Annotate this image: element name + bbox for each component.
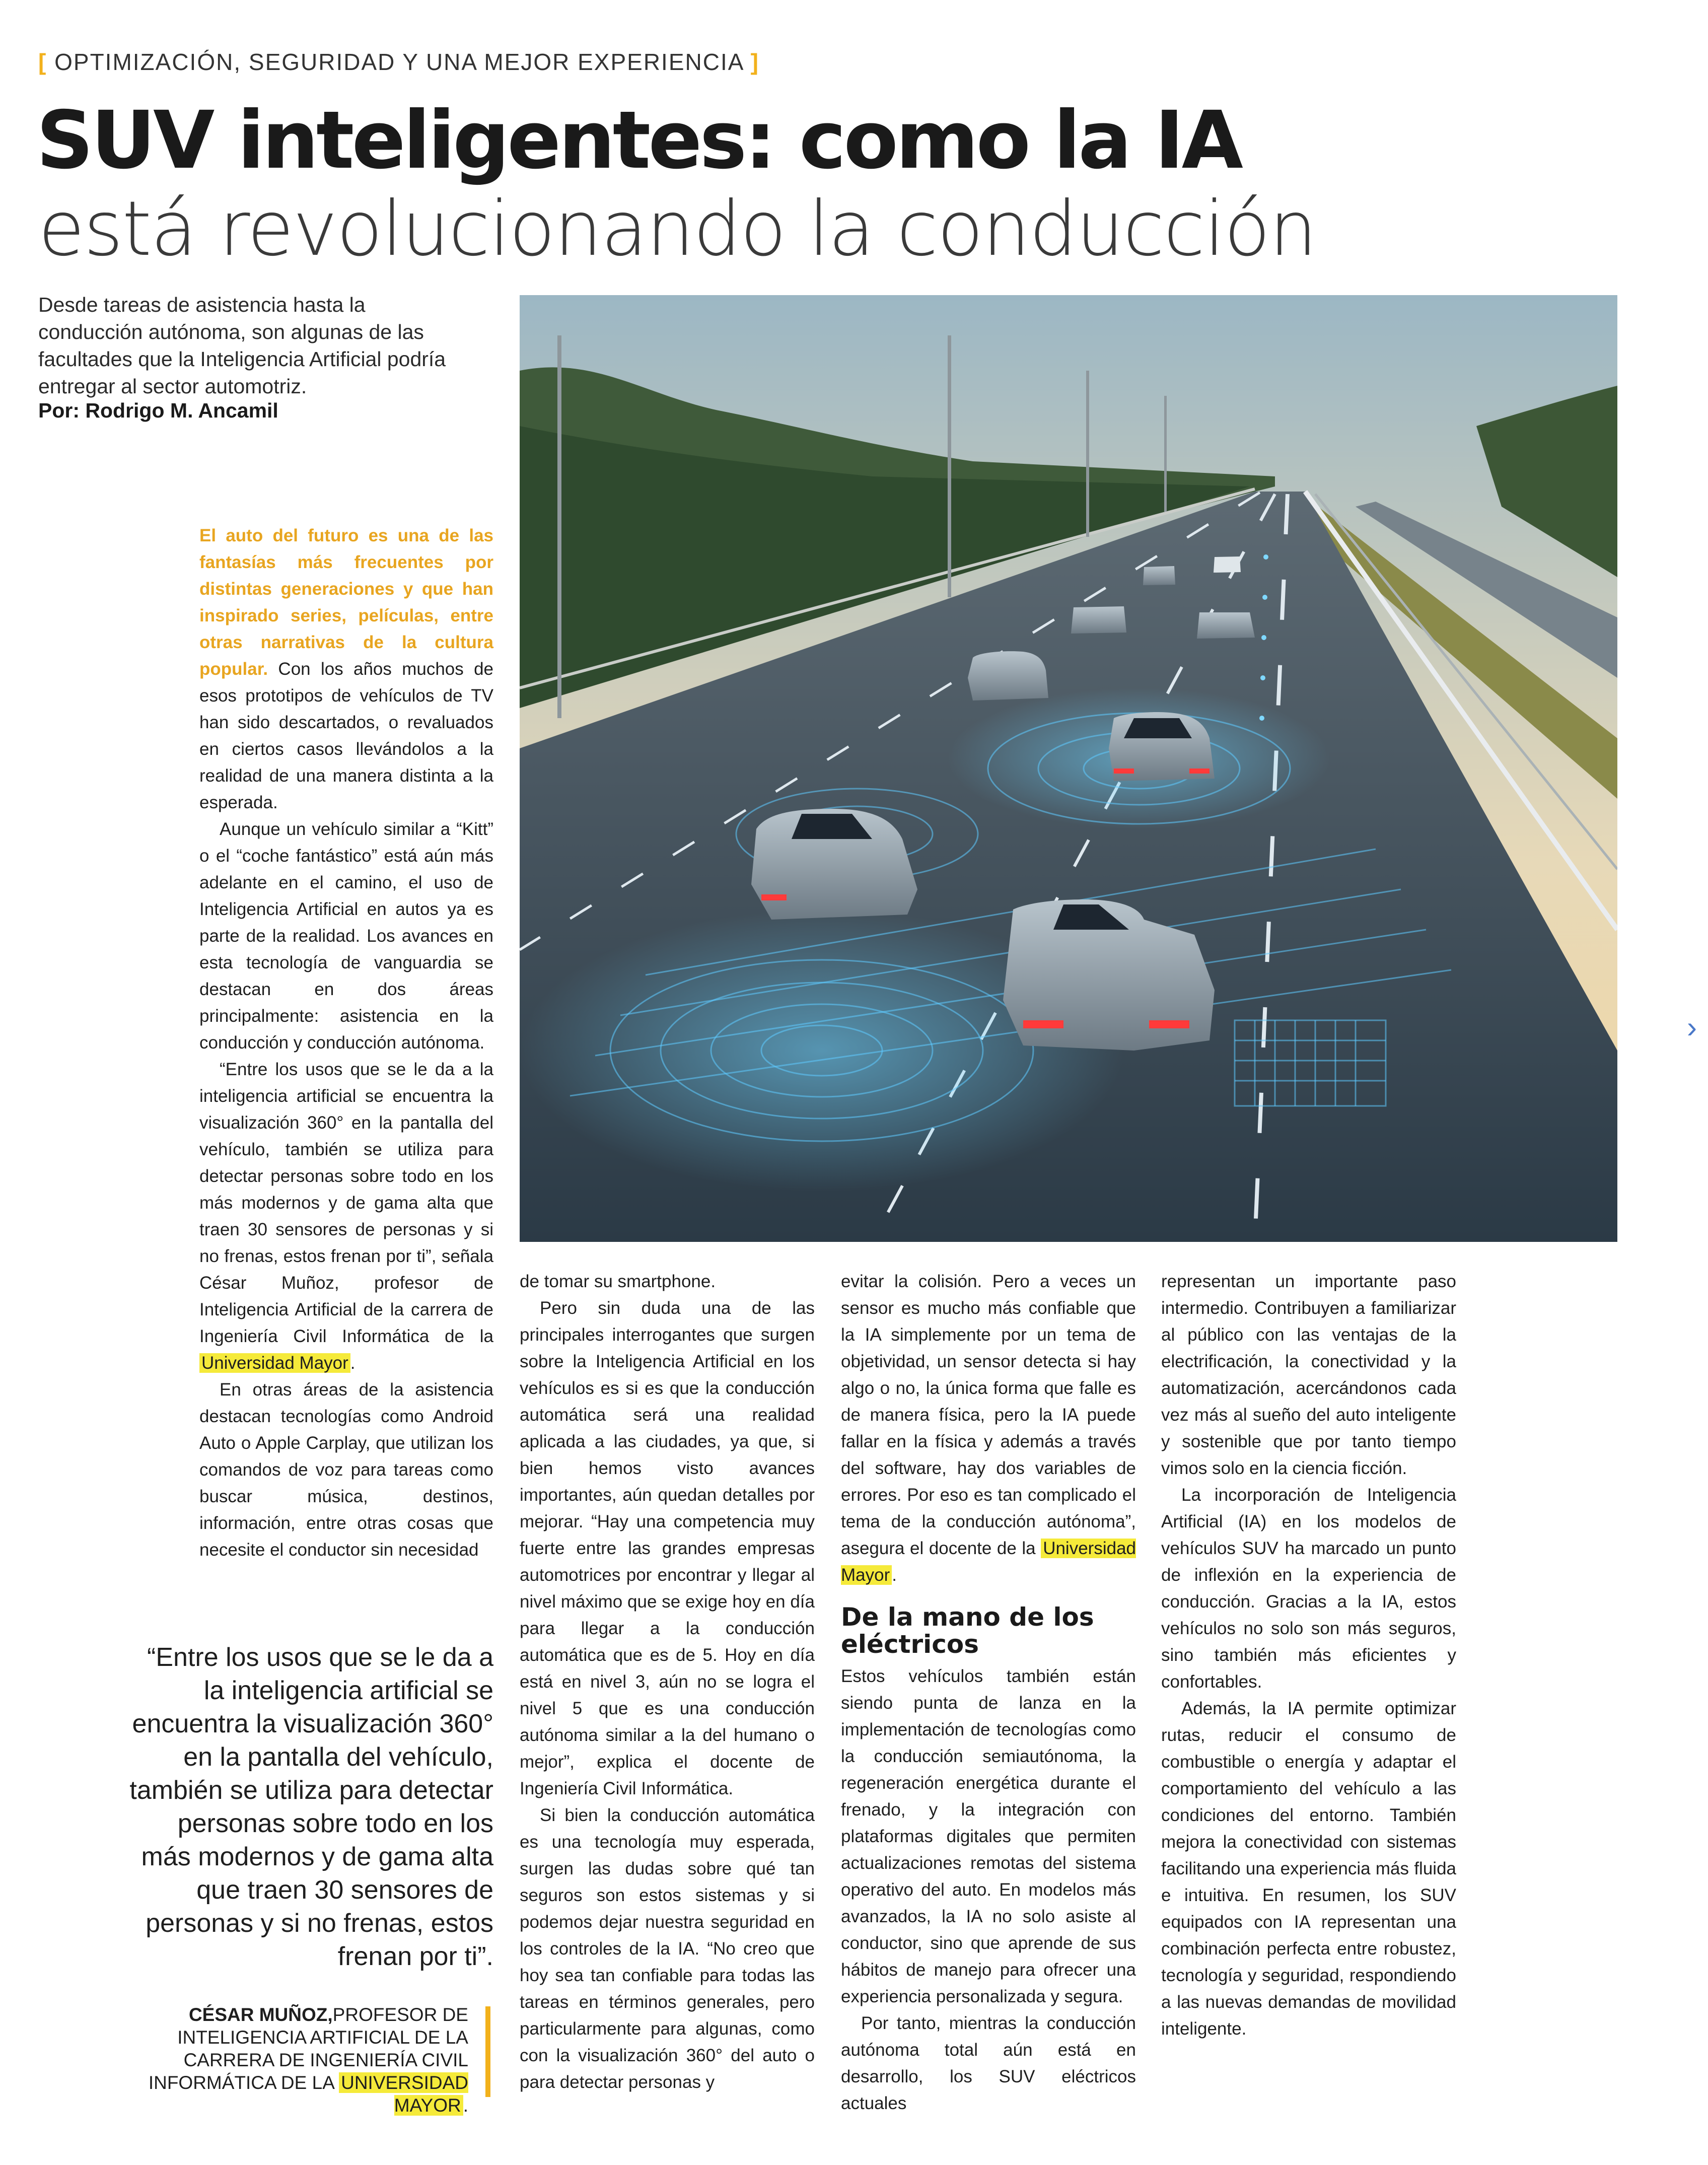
headline-line2: está revolucionando la conducción — [38, 185, 1316, 273]
pull-quote: “Entre los usos que se le da a la inteligencia artificial se encuentra la visualización 360° en la pantalla del vehículo, también se utiliza para detectar personas sobre todo en los más modernos y de gama alta que traen 30 sensores de personas y si no frenas, estos frenan por ti”. — [129, 1643, 493, 1971]
attribution-role: PROFESOR DE INTELIGENCIA ARTIFICIAL DE LA CARRERA DE INGENIERÍA CIVIL INFORMÁTICA DE LA — [148, 2004, 468, 2093]
attribution-end: . — [463, 2095, 468, 2116]
attribution-accent-bar — [485, 2006, 490, 2097]
col3-p1-end: . — [892, 1565, 897, 1585]
kicker-text: OPTIMIZACIÓN, SEGURIDAD Y UNA MEJOR EXPERIENCIA — [54, 49, 743, 75]
col1-lead-highlight: El auto del futuro es una de las fantasías más frecuentes por distintas generaciones y que han inspirado series, películas, entre otras narrativas de la cultura popular. — [199, 526, 493, 679]
byline: Por: Rodrigo M. Ancamil — [38, 399, 278, 422]
col1-paragraph-2: Aunque un vehículo similar a “Kitt” o el “coche fantástico” está aún más adelante en el camino, el uso de Inteligencia Artificial en autos ya es parte de la realidad. Los avances en esta tecnología de vanguardia se destacan en dos áreas principalmente: asistencia en la conducción y conducción autónoma. — [199, 819, 493, 1053]
pull-quote-attribution — [101, 2003, 468, 2117]
column-4 — [1161, 1268, 1456, 2042]
column-1 — [199, 522, 493, 1563]
col1-paragraph-1 — [199, 522, 493, 816]
col1-p3-end: . — [350, 1353, 355, 1373]
col3-paragraph-2: Estos vehículos también están siendo punta de lanza en la implementación de tecnologías como la conducción semiautónoma, la regeneración energética durante el frenado, y la integración con plataformas digitales que permiten actualizaciones remotas del sistema operativo del auto. En modelos más avanzados, la IA no solo asiste al conductor, sino que aprende de sus hábitos de manejo para ofrecer una experiencia personalizada y segura. — [841, 1666, 1136, 2006]
col3-paragraph-3: Por tanto, mientras la conducción autónoma total aún está en desarrollo, los SUV eléctricos actuales — [841, 2013, 1136, 2113]
col4-paragraph-1: representan un importante paso intermedio. Contribuyen a familiarizar al público con las ventajas de la electrificación, la conectividad y la automatización, acercándonos cada vez más al sueño del auto inteligente y sostenible que por tanto tiempo vimos solo en la ciencia ficción. — [1161, 1272, 1456, 1478]
section-subheading: De la mano de los eléctricos — [841, 1602, 1094, 1659]
col1-p1-rest: Con los años muchos de esos prototipos de vehículos de TV han sido descartados, o revaluados en ciertos casos llevándolos a la realidad de una manera distinta a la esperada. — [199, 659, 493, 812]
col2-paragraph-3: Si bien la conducción automática es una tecnología muy esperada, surgen las dudas sobre qué tan seguros son estos sistemas y si podemos dejar nuestra seguridad en los controles de la IA. “No creo que hoy sea tan confiable para todas las tareas en términos generales, pero particularmente para algunas, como con la visualización 360° del auto o para detectar personas y — [520, 1805, 815, 2092]
col2-paragraph-2: Pero sin duda una de las principales interrogantes que surgen sobre la Inteligencia Artificial en los vehículos es si es que la conducción automática será una realidad aplicada a las ciudades, ya que, si bien hemos visto avances importantes, aún quedan detalles por mejorar. “Hay una competencia muy fuerte entre las grandes empresas automotrices por encontrar y llegar al nivel máximo que se exige hoy en día para llegar a la conducción automática que es de 5. Hoy en día está en nivel 3, aún no se logra el nivel 5 que es una conducción autónoma similar a la del humano o mejor”, explica el docente de Ingeniería Civil Informática. — [520, 1298, 815, 1798]
kicker-bracket-open: [ — [38, 49, 47, 75]
university-highlight: UNIVERSIDAD MAYOR — [339, 2072, 468, 2116]
col4-paragraph-3: Además, la IA permite optimizar rutas, reducir el consumo de combustible o energía y adaptar el comportamiento del vehículo a las condiciones del entorno. También mejora la conectividad con sistemas facilitando una experiencia más fluida e intuitiva. En resumen, los SUV equipados con IA representan una combinación perfecta entre robustez, tecnología y seguridad, respondiendo a las nuevas demandas de movilidad inteligente. — [1161, 1699, 1456, 2039]
next-page-chevron-icon[interactable]: › — [1687, 1010, 1697, 1044]
column-2 — [520, 1268, 815, 2096]
col3-p1-text: evitar la colisión. Pero a veces un sensor es mucho más confiable que la IA simplemente por un tema de objetividad, un sensor detecta si hay algo o no, la única forma que falle es de manera física, pero la IA puede fallar en la física y además a través del software, hay dos variables de errores. Por eso es tan complicado el tema de la conducción autónoma”, asegura el docente de la — [841, 1272, 1136, 1558]
col3-paragraph-1 — [841, 1268, 1136, 1588]
article-lead: Desde tareas de asistencia hasta la conducción autónoma, son algunas de las facultades que la Inteligencia Artificial podría entregar al sector automotriz. — [38, 293, 446, 398]
col4-paragraph-2: La incorporación de Inteligencia Artificial (IA) en los modelos de vehículos SUV ha marcado un punto de inflexión en la experiencia de conducción. Gracias a la IA, estos vehículos no solo son más seguros, sino también más eficientes y confortables. — [1161, 1485, 1456, 1692]
kicker-bracket-close: ] — [750, 49, 759, 75]
university-highlight: Universidad Mayor — [841, 1539, 1136, 1585]
column-3 — [841, 1268, 1136, 2117]
col2-paragraph-1: de tomar su smartphone. — [520, 1272, 716, 1291]
col1-paragraph-4: En otras áreas de la asistencia destacan tecnologías como Android Auto o Apple Carplay, que utilizan los comandos de voz para tareas como buscar música, destinos, información, entre otras cosas que necesite el conductor sin necesidad — [199, 1380, 493, 1560]
col1-p3-text: “Entre los usos que se le da a la inteligencia artificial se encuentra la visualización 360° en la pantalla del vehículo, también se utiliza para detectar personas sobre todo en los más modernos y de gama alta que traen 30 sensores de personas y si no frenas, estos frenan por ti”, señala César Muñoz, profesor de Inteligencia Artificial de la carrera de Ingeniería Civil Informática de la — [199, 1060, 493, 1346]
col1-paragraph-3 — [199, 1056, 493, 1376]
attribution-name: CÉSAR MUÑOZ, — [188, 2004, 333, 2025]
headline-line1: SUV inteligentes: como la IA — [36, 94, 1241, 187]
university-highlight: Universidad Mayor — [199, 1353, 350, 1373]
hero-image-highway-ai — [520, 295, 1617, 1242]
section-kicker — [38, 48, 759, 76]
